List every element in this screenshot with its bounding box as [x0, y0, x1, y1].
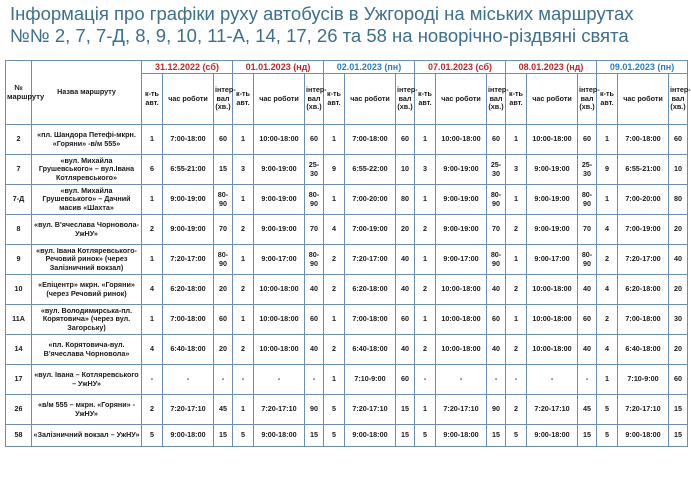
route-name: «пл. Шандора Петефі-мкрн. «Горяни» -в/м 555»: [32, 125, 142, 155]
work-time-cell: 10:00-18:00: [254, 275, 305, 305]
document-title: [10, 3, 686, 47]
interval-cell: 20: [396, 215, 415, 245]
interval-cell: 80: [396, 185, 415, 215]
work-time-cell: 7:00-20:00: [345, 185, 396, 215]
work-time-cell: -: [163, 365, 214, 395]
interval-cell: -: [214, 365, 233, 395]
interval-cell: 60: [396, 125, 415, 155]
work-time-cell: -: [436, 365, 487, 395]
work-time-cell: 9:00-19:00: [436, 215, 487, 245]
route-number: 58: [6, 425, 32, 447]
table-row: [6, 215, 688, 245]
subheader-count: к-ть авт.: [506, 74, 527, 125]
interval-cell: 80-90: [214, 245, 233, 275]
subheader-interval: інтер-вал (хв.): [669, 74, 688, 125]
work-time-cell: 9:00-18:00: [163, 425, 214, 447]
work-time-cell: 7:20-17:00: [345, 245, 396, 275]
route-number: 17: [6, 365, 32, 395]
table-row: [6, 245, 688, 275]
interval-cell: 90: [487, 395, 506, 425]
interval-cell: 40: [669, 245, 688, 275]
work-time-cell: 9:00-18:00: [436, 425, 487, 447]
interval-cell: 60: [578, 305, 597, 335]
bus-count-cell: -: [415, 365, 436, 395]
subheader-count: к-ть авт.: [597, 74, 618, 125]
work-time-cell: 7:10-9:00: [618, 365, 669, 395]
bus-count-cell: 1: [233, 185, 254, 215]
interval-cell: 80-90: [578, 185, 597, 215]
work-time-cell: 9:00-19:00: [527, 155, 578, 185]
route-number: 8: [6, 215, 32, 245]
interval-cell: 40: [396, 245, 415, 275]
interval-cell: 90: [305, 395, 324, 425]
bus-count-cell: 1: [415, 245, 436, 275]
work-time-cell: 6:55-21:00: [618, 155, 669, 185]
work-time-cell: 10:00-18:00: [436, 305, 487, 335]
subheader-count: к-ть авт.: [142, 74, 163, 125]
bus-count-cell: 5: [597, 425, 618, 447]
work-time-cell: 9:00-17:00: [527, 245, 578, 275]
table-row: [6, 185, 688, 215]
route-name: «вул. Михайла Грушевського» – Дачний масив «Шахта»: [32, 185, 142, 215]
bus-count-cell: 2: [415, 215, 436, 245]
bus-count-cell: 1: [324, 305, 345, 335]
interval-cell: 45: [214, 395, 233, 425]
work-time-cell: 10:00-18:00: [527, 305, 578, 335]
bus-count-cell: 1: [415, 305, 436, 335]
bus-count-cell: 2: [142, 215, 163, 245]
interval-cell: 15: [487, 425, 506, 447]
route-name: «вул. Івана – Котляревського – УжНУ»: [32, 365, 142, 395]
route-number: 7-Д: [6, 185, 32, 215]
work-time-cell: 10:00-18:00: [527, 275, 578, 305]
interval-cell: 80-90: [578, 245, 597, 275]
table-row: [6, 425, 688, 447]
subheader-time: час роботи: [345, 74, 396, 125]
work-time-cell: 9:00-19:00: [254, 155, 305, 185]
bus-count-cell: 4: [142, 275, 163, 305]
work-time-cell: 6:20-18:00: [163, 275, 214, 305]
interval-cell: -: [305, 365, 324, 395]
work-time-cell: 7:10-9:00: [345, 365, 396, 395]
bus-count-cell: 2: [506, 395, 527, 425]
work-time-cell: 9:00-18:00: [345, 425, 396, 447]
interval-cell: 15: [396, 395, 415, 425]
work-time-cell: -: [254, 365, 305, 395]
work-time-cell: 7:00-19:00: [345, 215, 396, 245]
work-time-cell: 9:00-19:00: [163, 185, 214, 215]
bus-count-cell: 2: [233, 215, 254, 245]
work-time-cell: 10:00-18:00: [436, 335, 487, 365]
interval-cell: 60: [214, 305, 233, 335]
bus-count-cell: 1: [415, 185, 436, 215]
work-time-cell: 7:00-18:00: [345, 305, 396, 335]
bus-count-cell: 1: [506, 245, 527, 275]
interval-cell: 20: [669, 215, 688, 245]
work-time-cell: 10:00-18:00: [527, 125, 578, 155]
subheader-time: час роботи: [436, 74, 487, 125]
interval-cell: 80-90: [305, 185, 324, 215]
interval-cell: 10: [396, 155, 415, 185]
bus-count-cell: 6: [142, 155, 163, 185]
route-name: «в/м 555 – мкрн. «Горяни» - УжНУ»: [32, 395, 142, 425]
route-name: «пл. Корятовича-вул. В'ячеслава Чорновола»: [32, 335, 142, 365]
work-time-cell: 9:00-19:00: [254, 215, 305, 245]
interval-cell: 70: [305, 215, 324, 245]
work-time-cell: 10:00-18:00: [254, 305, 305, 335]
interval-cell: 30: [669, 305, 688, 335]
bus-count-cell: 1: [142, 245, 163, 275]
date-header-1: 01.01.2023 (нд): [233, 61, 324, 74]
bus-count-cell: 1: [233, 305, 254, 335]
bus-count-cell: 1: [506, 125, 527, 155]
bus-count-cell: 3: [415, 155, 436, 185]
interval-cell: 15: [669, 425, 688, 447]
interval-cell: 20: [214, 275, 233, 305]
interval-cell: 20: [669, 275, 688, 305]
work-time-cell: 7:20-17:10: [436, 395, 487, 425]
work-time-cell: 10:00-18:00: [436, 125, 487, 155]
bus-count-cell: 2: [506, 275, 527, 305]
bus-count-cell: 2: [233, 335, 254, 365]
interval-cell: 45: [578, 395, 597, 425]
subheader-time: час роботи: [254, 74, 305, 125]
bus-count-cell: 1: [415, 395, 436, 425]
bus-count-cell: -: [233, 365, 254, 395]
work-time-cell: 9:00-19:00: [254, 185, 305, 215]
route-name: «вул. В'ячеслава Чорновола-УжНУ»: [32, 215, 142, 245]
bus-count-cell: 2: [415, 275, 436, 305]
subheader-interval: інтер-вал (хв.): [214, 74, 233, 125]
date-header-0: 31.12.2022 (сб): [142, 61, 233, 74]
interval-cell: 15: [214, 425, 233, 447]
route-name: «вул. Володимирська-пл. Корятовича» (через вул. Загорську): [32, 305, 142, 335]
table-row: [6, 125, 688, 155]
interval-cell: 40: [396, 275, 415, 305]
interval-cell: 15: [305, 425, 324, 447]
interval-cell: 25-30: [487, 155, 506, 185]
bus-count-cell: 2: [506, 335, 527, 365]
work-time-cell: 10:00-18:00: [436, 275, 487, 305]
interval-cell: -: [578, 365, 597, 395]
work-time-cell: 9:00-19:00: [436, 185, 487, 215]
work-time-cell: 7:00-19:00: [618, 215, 669, 245]
bus-count-cell: 1: [142, 305, 163, 335]
work-time-cell: 6:55-22:00: [345, 155, 396, 185]
route-number: 10: [6, 275, 32, 305]
work-time-cell: 10:00-18:00: [527, 335, 578, 365]
work-time-cell: 9:00-19:00: [527, 185, 578, 215]
bus-count-cell: 2: [506, 215, 527, 245]
bus-count-cell: 1: [415, 125, 436, 155]
interval-cell: 60: [214, 125, 233, 155]
bus-count-cell: 2: [415, 335, 436, 365]
route-name: «Залізничний вокзал – УжНУ»: [32, 425, 142, 447]
bus-count-cell: 2: [597, 305, 618, 335]
work-time-cell: 9:00-19:00: [527, 215, 578, 245]
bus-count-cell: 1: [233, 395, 254, 425]
work-time-cell: 7:20-17:10: [163, 395, 214, 425]
title-line-2: №№ 2, 7, 7-Д, 8, 9, 10, 11-А, 14, 17, 26 та 58 на новорічно-різдвяні свята: [10, 25, 629, 46]
work-time-cell: 7:00-18:00: [618, 125, 669, 155]
bus-count-cell: 5: [324, 425, 345, 447]
date-header-4: 08.01.2023 (нд): [506, 61, 597, 74]
interval-cell: 40: [578, 275, 597, 305]
work-time-cell: 7:20-17:10: [345, 395, 396, 425]
bus-count-cell: 5: [597, 395, 618, 425]
interval-cell: 60: [487, 125, 506, 155]
interval-cell: 15: [214, 155, 233, 185]
bus-count-cell: -: [506, 365, 527, 395]
bus-count-cell: 5: [324, 395, 345, 425]
interval-cell: 80-90: [214, 185, 233, 215]
subheader-interval: інтер-вал (хв.): [487, 74, 506, 125]
work-time-cell: 6:55-21:00: [163, 155, 214, 185]
bus-count-cell: 2: [324, 245, 345, 275]
bus-count-cell: 1: [506, 185, 527, 215]
route-name: «вул. Івана Котляревського- Речовий ринок» (через Залізничний вокзал): [32, 245, 142, 275]
bus-count-cell: 4: [597, 215, 618, 245]
table-row: [6, 335, 688, 365]
work-time-cell: 7:00-20:00: [618, 185, 669, 215]
work-time-cell: 7:20-17:10: [254, 395, 305, 425]
bus-count-cell: 5: [233, 425, 254, 447]
work-time-cell: 9:00-19:00: [436, 155, 487, 185]
interval-cell: 80-90: [487, 185, 506, 215]
subheader-interval: інтер-вал (хв.): [396, 74, 415, 125]
bus-count-cell: 4: [597, 275, 618, 305]
interval-cell: 70: [487, 215, 506, 245]
bus-count-cell: 9: [597, 155, 618, 185]
interval-cell: 60: [396, 305, 415, 335]
work-time-cell: 7:00-18:00: [345, 125, 396, 155]
subheader-interval: інтер-вал (хв.): [578, 74, 597, 125]
bus-count-cell: 1: [597, 185, 618, 215]
bus-count-cell: 1: [597, 365, 618, 395]
bus-count-cell: 3: [506, 155, 527, 185]
table-row: [6, 275, 688, 305]
interval-cell: 60: [305, 125, 324, 155]
interval-cell: 20: [669, 335, 688, 365]
interval-cell: 60: [396, 365, 415, 395]
work-time-cell: 7:00-18:00: [618, 305, 669, 335]
interval-cell: 40: [487, 335, 506, 365]
subheader-count: к-ть авт.: [233, 74, 254, 125]
bus-count-cell: 4: [597, 335, 618, 365]
work-time-cell: 9:00-17:00: [254, 245, 305, 275]
interval-cell: 15: [669, 395, 688, 425]
work-time-cell: 10:00-18:00: [254, 335, 305, 365]
subheader-time: час роботи: [618, 74, 669, 125]
route-name: «Епіцентр» мкрн. «Горяни» (через Речовий ринок): [32, 275, 142, 305]
bus-count-cell: 2: [233, 275, 254, 305]
interval-cell: 80-90: [305, 245, 324, 275]
bus-count-cell: -: [142, 365, 163, 395]
work-time-cell: 6:40-18:00: [618, 335, 669, 365]
bus-count-cell: 5: [415, 425, 436, 447]
work-time-cell: 10:00-18:00: [254, 125, 305, 155]
work-time-cell: 9:00-19:00: [163, 215, 214, 245]
work-time-cell: 6:40-18:00: [345, 335, 396, 365]
interval-cell: 10: [669, 155, 688, 185]
bus-count-cell: 2: [142, 395, 163, 425]
bus-count-cell: 1: [233, 245, 254, 275]
work-time-cell: 7:20-17:00: [618, 245, 669, 275]
bus-count-cell: 5: [142, 425, 163, 447]
work-time-cell: 9:00-18:00: [527, 425, 578, 447]
interval-cell: 60: [487, 305, 506, 335]
header-route-number: № маршруту: [6, 61, 32, 125]
interval-cell: 40: [578, 335, 597, 365]
interval-cell: 20: [214, 335, 233, 365]
work-time-cell: 7:20-17:00: [163, 245, 214, 275]
work-time-cell: 7:00-18:00: [163, 305, 214, 335]
title-line-1: Інформація про графіки руху автобусів в Ужгороді на міських маршрутах: [10, 3, 634, 24]
bus-count-cell: 5: [506, 425, 527, 447]
interval-cell: 80: [669, 185, 688, 215]
route-number: 26: [6, 395, 32, 425]
work-time-cell: 9:00-18:00: [618, 425, 669, 447]
work-time-cell: -: [527, 365, 578, 395]
subheader-count: к-ть авт.: [415, 74, 436, 125]
interval-cell: 15: [396, 425, 415, 447]
bus-count-cell: 2: [324, 335, 345, 365]
bus-count-cell: 2: [324, 275, 345, 305]
interval-cell: 60: [578, 125, 597, 155]
bus-count-cell: 1: [324, 125, 345, 155]
table-row: [6, 365, 688, 395]
bus-count-cell: 2: [597, 245, 618, 275]
bus-count-cell: 1: [142, 185, 163, 215]
subheader-interval: інтер-вал (хв.): [305, 74, 324, 125]
interval-cell: 70: [578, 215, 597, 245]
route-number: 7: [6, 155, 32, 185]
work-time-cell: 6:20-18:00: [618, 275, 669, 305]
bus-count-cell: 1: [142, 125, 163, 155]
table-row: [6, 155, 688, 185]
work-time-cell: 6:20-18:00: [345, 275, 396, 305]
interval-cell: 40: [487, 275, 506, 305]
work-time-cell: 7:20-17:10: [527, 395, 578, 425]
interval-cell: 60: [669, 365, 688, 395]
interval-cell: 60: [305, 305, 324, 335]
route-name: «вул. Михайла Грушевського» – вул.Івана Котляревського»: [32, 155, 142, 185]
interval-cell: 40: [396, 335, 415, 365]
interval-cell: 40: [305, 275, 324, 305]
route-number: 11А: [6, 305, 32, 335]
date-header-2: 02.01.2023 (пн): [324, 61, 415, 74]
date-header-3: 07.01.2023 (сб): [415, 61, 506, 74]
bus-count-cell: 1: [324, 185, 345, 215]
bus-count-cell: 4: [142, 335, 163, 365]
interval-cell: 70: [214, 215, 233, 245]
interval-cell: -: [487, 365, 506, 395]
route-number: 9: [6, 245, 32, 275]
bus-count-cell: 3: [233, 155, 254, 185]
work-time-cell: 7:00-18:00: [163, 125, 214, 155]
bus-count-cell: 1: [506, 305, 527, 335]
bus-count-cell: 1: [324, 365, 345, 395]
table-row: [6, 305, 688, 335]
bus-count-cell: 4: [324, 215, 345, 245]
work-time-cell: 7:20-17:10: [618, 395, 669, 425]
interval-cell: 60: [669, 125, 688, 155]
interval-cell: 15: [578, 425, 597, 447]
work-time-cell: 9:00-18:00: [254, 425, 305, 447]
bus-count-cell: 1: [233, 125, 254, 155]
work-time-cell: 9:00-17:00: [436, 245, 487, 275]
schedule-table: [5, 60, 691, 447]
table-row: [6, 395, 688, 425]
interval-cell: 40: [305, 335, 324, 365]
interval-cell: 25-30: [578, 155, 597, 185]
work-time-cell: 6:40-18:00: [163, 335, 214, 365]
bus-count-cell: 1: [597, 125, 618, 155]
header-route-name: Назва маршруту: [32, 61, 142, 125]
subheader-count: к-ть авт.: [324, 74, 345, 125]
date-header-5: 09.01.2023 (пн): [597, 61, 688, 74]
interval-cell: 80-90: [487, 245, 506, 275]
subheader-time: час роботи: [163, 74, 214, 125]
subheader-time: час роботи: [527, 74, 578, 125]
route-number: 14: [6, 335, 32, 365]
bus-count-cell: 9: [324, 155, 345, 185]
interval-cell: 25-30: [305, 155, 324, 185]
route-number: 2: [6, 125, 32, 155]
